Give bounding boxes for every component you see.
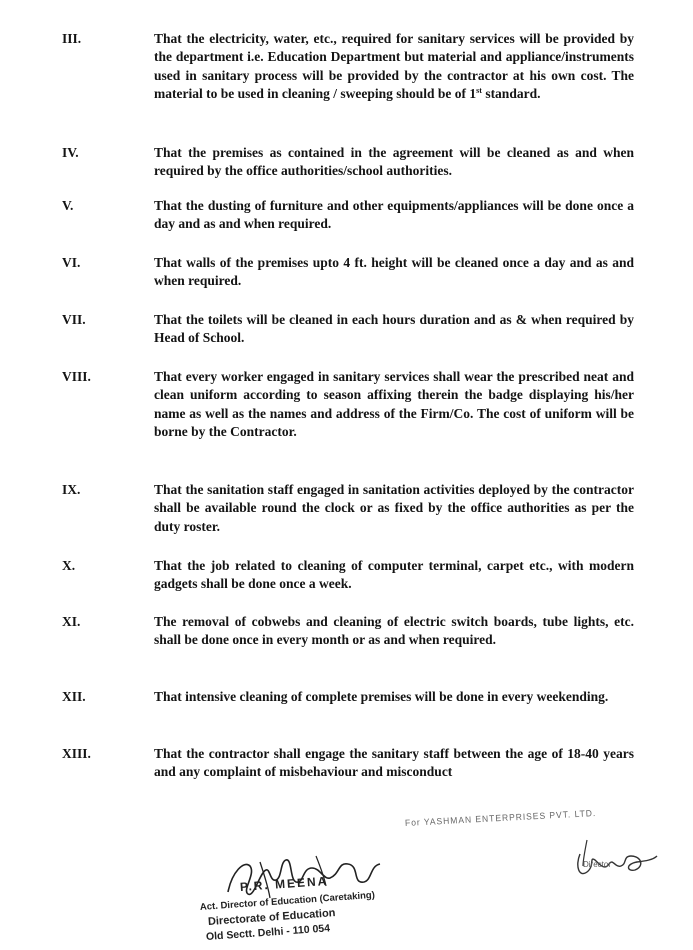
clause-text: That the dusting of furniture and other equipments/appliances will be done once a day and as and when required. (154, 198, 634, 232)
clause-text: The removal of cobwebs and cleaning of electric switch boards, tube lights, etc. shall be done once in every month or as and when required. (154, 614, 634, 648)
clause-text: That walls of the premises upto 4 ft. height will be cleaned once a day and as and when required. (154, 255, 634, 289)
clause-number: VIII. (62, 369, 91, 384)
clause-text: That the toilets will be cleaned in each hours duration and as & when required by Head of School. (154, 312, 634, 346)
clause-text: That intensive cleaning of complete premises will be done in every weekending. (154, 689, 609, 704)
firm-stamp (405, 808, 645, 888)
clause-text: That the premises as contained in the agreement will be cleaned as and when required by the office authorities/school authorities. (154, 145, 634, 179)
clause-number: XIII. (62, 746, 91, 761)
clause-text: That every worker engaged in sanitary services shall wear the prescribed neat and clean uniform according to season affixing therein the badge displaying his/her name as well as the names and address of the Firm/Co. The cost of uniform will be borne by the Contractor. (154, 369, 634, 440)
clause-number: X. (62, 558, 76, 573)
clause-number: IX. (62, 482, 81, 497)
clause-text: That the job related to cleaning of computer terminal, carpet etc., with modern gadgets shall be done once a week. (154, 558, 634, 592)
official-office: Directorate of Education (207, 907, 336, 928)
clause-text: That the electricity, water, etc., required for sanitary services will be provided by the department i.e. Education Department but material and appliance/instruments used in sanitary process will be provided by the contractor at his own cost. The material to be used in cleaning / sweeping should be of 1st standard. (154, 31, 634, 102)
clause-number: XI. (62, 614, 81, 629)
firm-role: Director (583, 860, 612, 869)
clause-number: VII. (62, 312, 86, 327)
clause-text: That the contractor shall engage the sanitary staff between the age of 18-40 years and any complaint of misbehaviour and misconduct (154, 746, 634, 780)
clause-number: IV. (62, 145, 79, 160)
clause-number: XII. (62, 689, 86, 704)
official-address: Old Sectt. Delhi - 110 054 (205, 922, 331, 943)
clause-text: That the sanitation staff engaged in sanitation activities deployed by the contractor shall be available round the clock or as fixed by the office authorities as per the duty roster. (154, 482, 634, 534)
clause-number: VI. (62, 255, 81, 270)
official-designation: Act. Director of Education (Caretaking) (199, 889, 376, 913)
firm-name: For YASHMAN ENTERPRISES PVT. LTD. (404, 807, 597, 828)
official-name: P.R. MEENA (239, 873, 329, 894)
director-signature (565, 826, 665, 886)
official-stamp (200, 852, 400, 950)
clause-number: V. (62, 198, 74, 213)
clause-number: III. (62, 31, 82, 46)
